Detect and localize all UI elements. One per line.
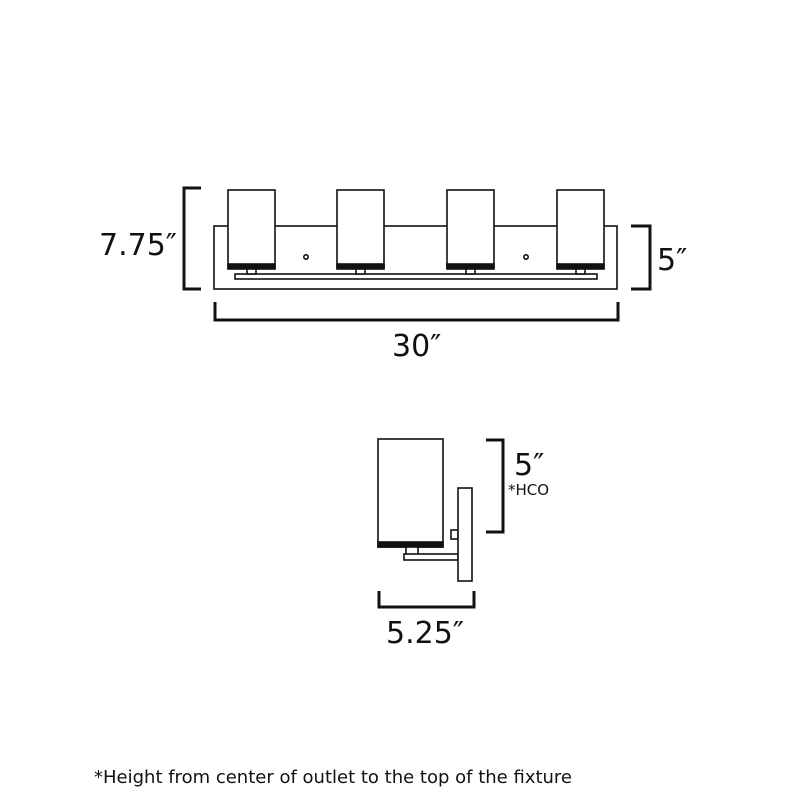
side-shade xyxy=(378,439,443,547)
width-bracket xyxy=(215,302,618,320)
front-shade-3 xyxy=(447,190,494,274)
height-overall-label: 7.75″ xyxy=(99,228,178,263)
footnote: *Height from center of outlet to the top of the fixture xyxy=(94,767,573,788)
height-backplate-bracket xyxy=(631,226,650,289)
mounting-screw-right xyxy=(524,255,528,259)
height-overall-bracket xyxy=(184,188,201,289)
front-lower-bar xyxy=(235,274,597,279)
front-view xyxy=(214,190,617,289)
front-shade-1 xyxy=(228,190,275,274)
side-arm xyxy=(404,554,458,560)
depth-label: 5.25″ xyxy=(386,616,465,651)
mounting-screw-left xyxy=(304,255,308,259)
front-shade-4 xyxy=(557,190,604,274)
hco-bracket xyxy=(486,440,503,532)
height-backplate-label: 5″ xyxy=(657,243,688,278)
hco-label: 5″ xyxy=(514,448,545,483)
hco-note-label: *HCO xyxy=(508,481,550,499)
side-backplate xyxy=(458,488,472,581)
width-label: 30″ xyxy=(392,329,442,364)
depth-bracket xyxy=(379,591,474,607)
side-arm-bracket xyxy=(451,530,458,539)
front-shade-2 xyxy=(337,190,384,274)
side-view xyxy=(378,439,472,581)
